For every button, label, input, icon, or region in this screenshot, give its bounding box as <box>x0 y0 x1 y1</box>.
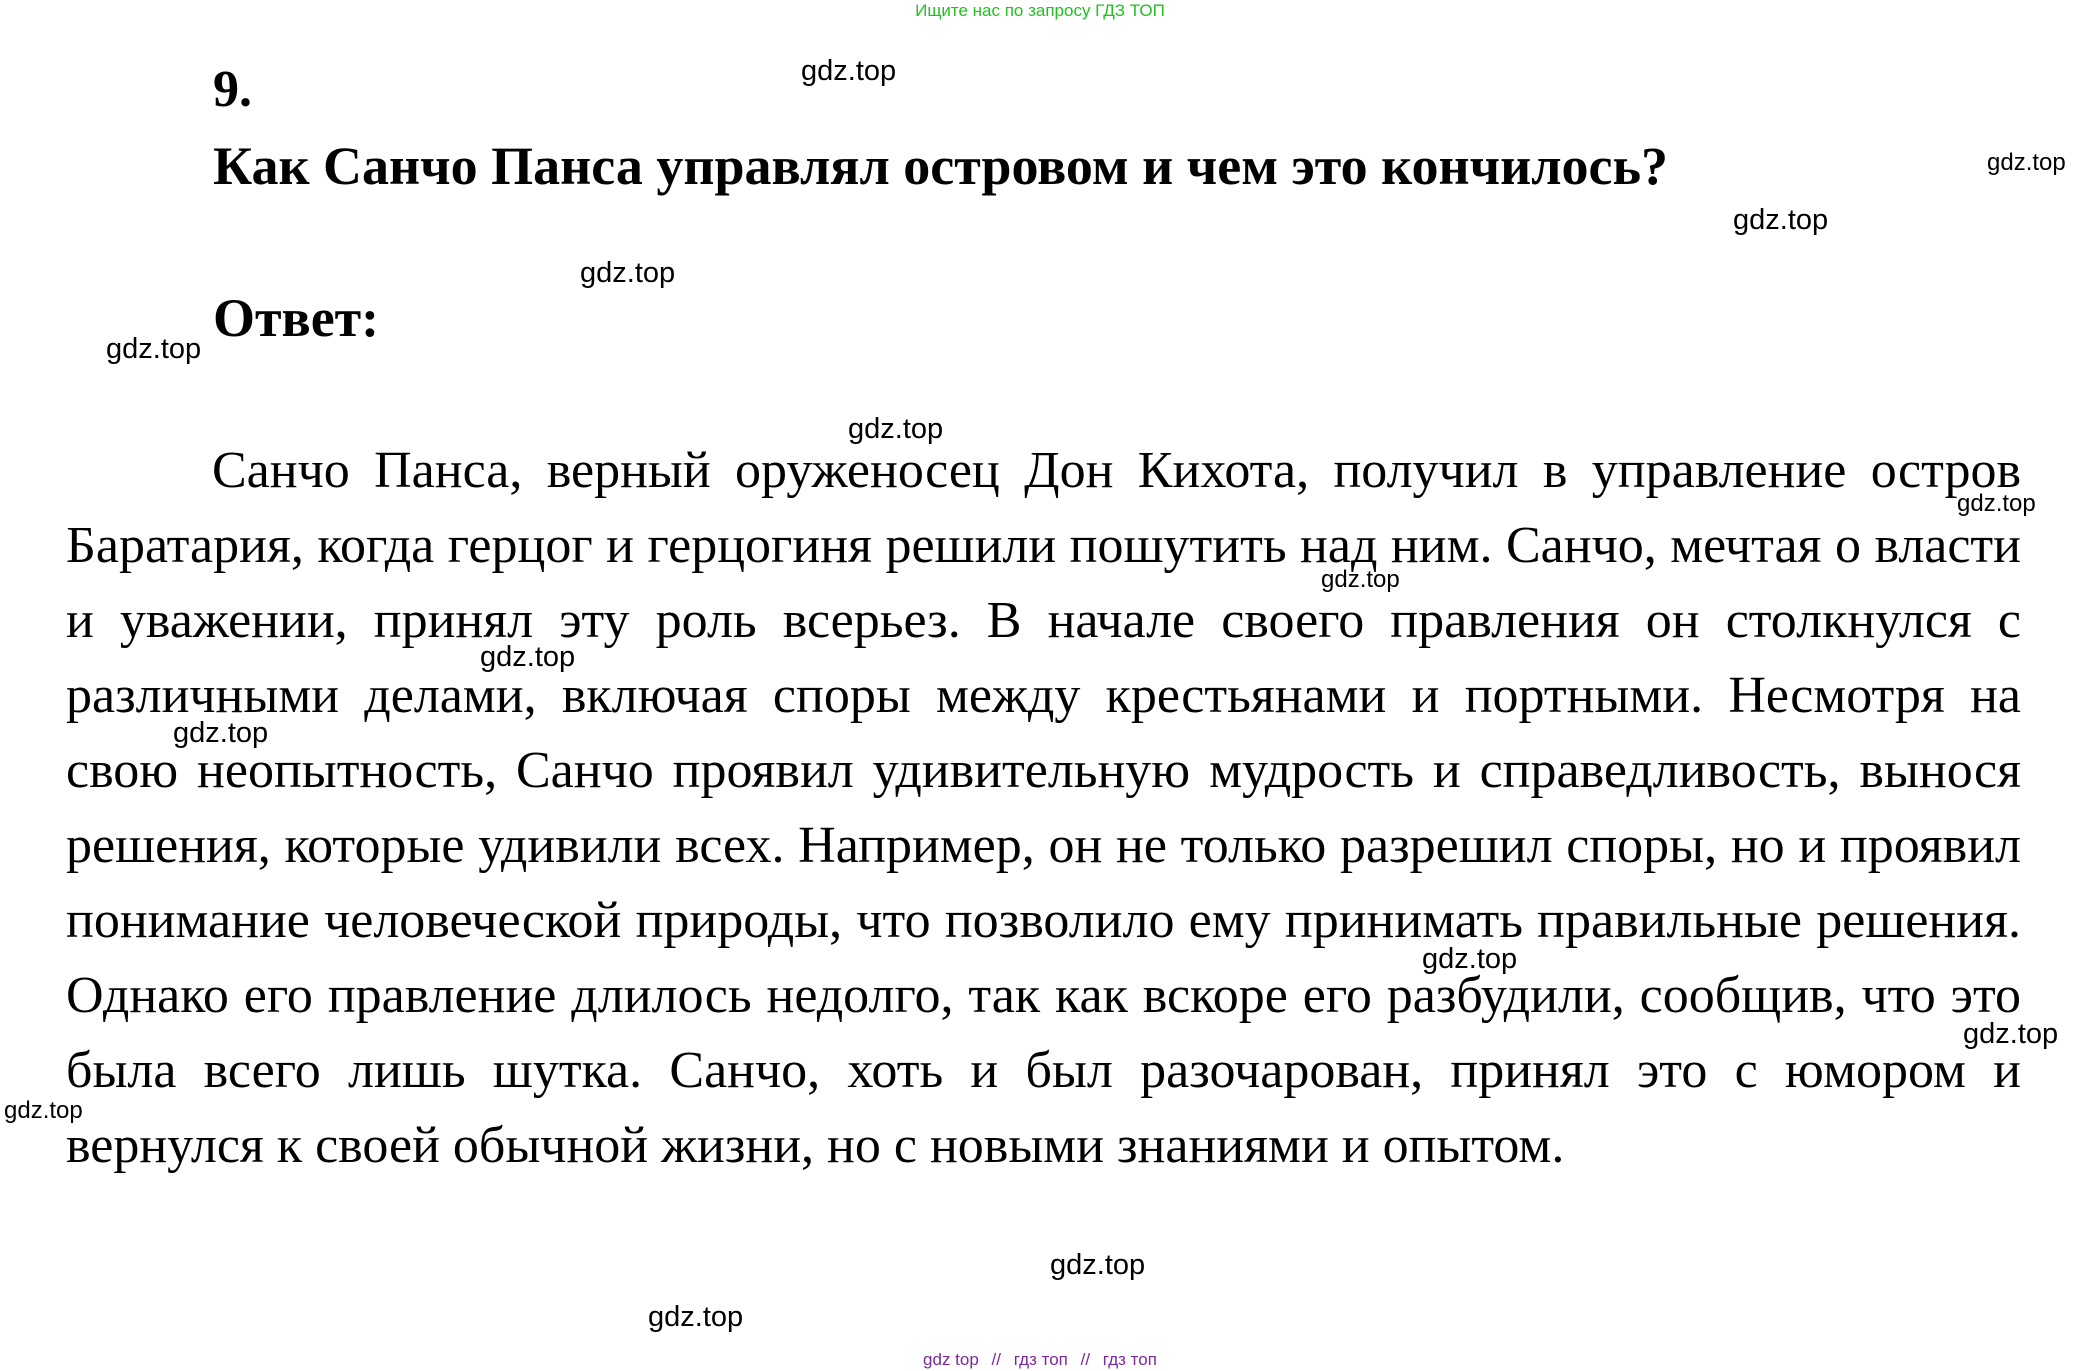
watermark: gdz.top <box>173 717 269 749</box>
watermark: gdz.top <box>580 257 676 289</box>
watermark: gdz.top <box>106 333 202 365</box>
task-question: Как Санчо Панса управлял островом и чем это кончилось? <box>213 136 1669 196</box>
bottom-banner-item[interactable]: гдз топ <box>1013 1350 1068 1369</box>
watermark: gdz.top <box>1957 490 2036 517</box>
bottom-banner-item[interactable]: гдз топ <box>1102 1350 1157 1369</box>
watermark: gdz.top <box>848 413 944 445</box>
bottom-banner-item[interactable]: gdz top <box>923 1350 979 1369</box>
top-banner <box>0 0 2080 22</box>
watermark: gdz.top <box>1733 204 1829 236</box>
bottom-banner-separator: // <box>991 1350 1001 1369</box>
watermark: gdz.top <box>4 1097 83 1124</box>
watermark: gdz.top <box>648 1301 744 1333</box>
watermark: gdz.top <box>1422 943 1518 975</box>
watermark: gdz.top <box>1963 1018 2059 1050</box>
answer-label: Ответ: <box>213 288 380 348</box>
watermark: gdz.top <box>801 55 897 87</box>
bottom-banner <box>0 1349 2080 1371</box>
bottom-banner-separator: // <box>1080 1350 1091 1369</box>
watermark: gdz.top <box>1050 1249 1146 1281</box>
top-banner-text: Ищите нас по запросу ГДЗ ТОП <box>915 1 1165 20</box>
task-number: 9. <box>213 61 252 118</box>
watermark: gdz.top <box>480 641 576 673</box>
watermark: gdz.top <box>1987 149 2066 176</box>
answer-text: Санчо Панса, верный оруженосец Дон Кихота, получил в управление остров Баратария, когда герцог и герцогиня решили пошутить над ним. Санчо, мечтая о власти и уважении, принял эту роль всерьез. В начале своего правления он столкнулся с различными делами, включая споры между крестьянами и портными. Несмотря на свою неопытность, Санчо проявил удивительную мудрость и справедливость, вынося решения, которые удивили всех. Например, он не только разрешил споры, но и проявил понимание человеческой природы, что позволило ему принимать правильные решения. Однако его правление длилось недолго, так как вскоре его разбудили, сообщив, что это была всего лишь шутка. Санчо, хоть и был разочарован, принял это с юмором и вернулся к своей обычной жизни, но с новыми знаниями и опытом. <box>66 442 2021 1174</box>
watermark: gdz.top <box>1321 566 1400 593</box>
